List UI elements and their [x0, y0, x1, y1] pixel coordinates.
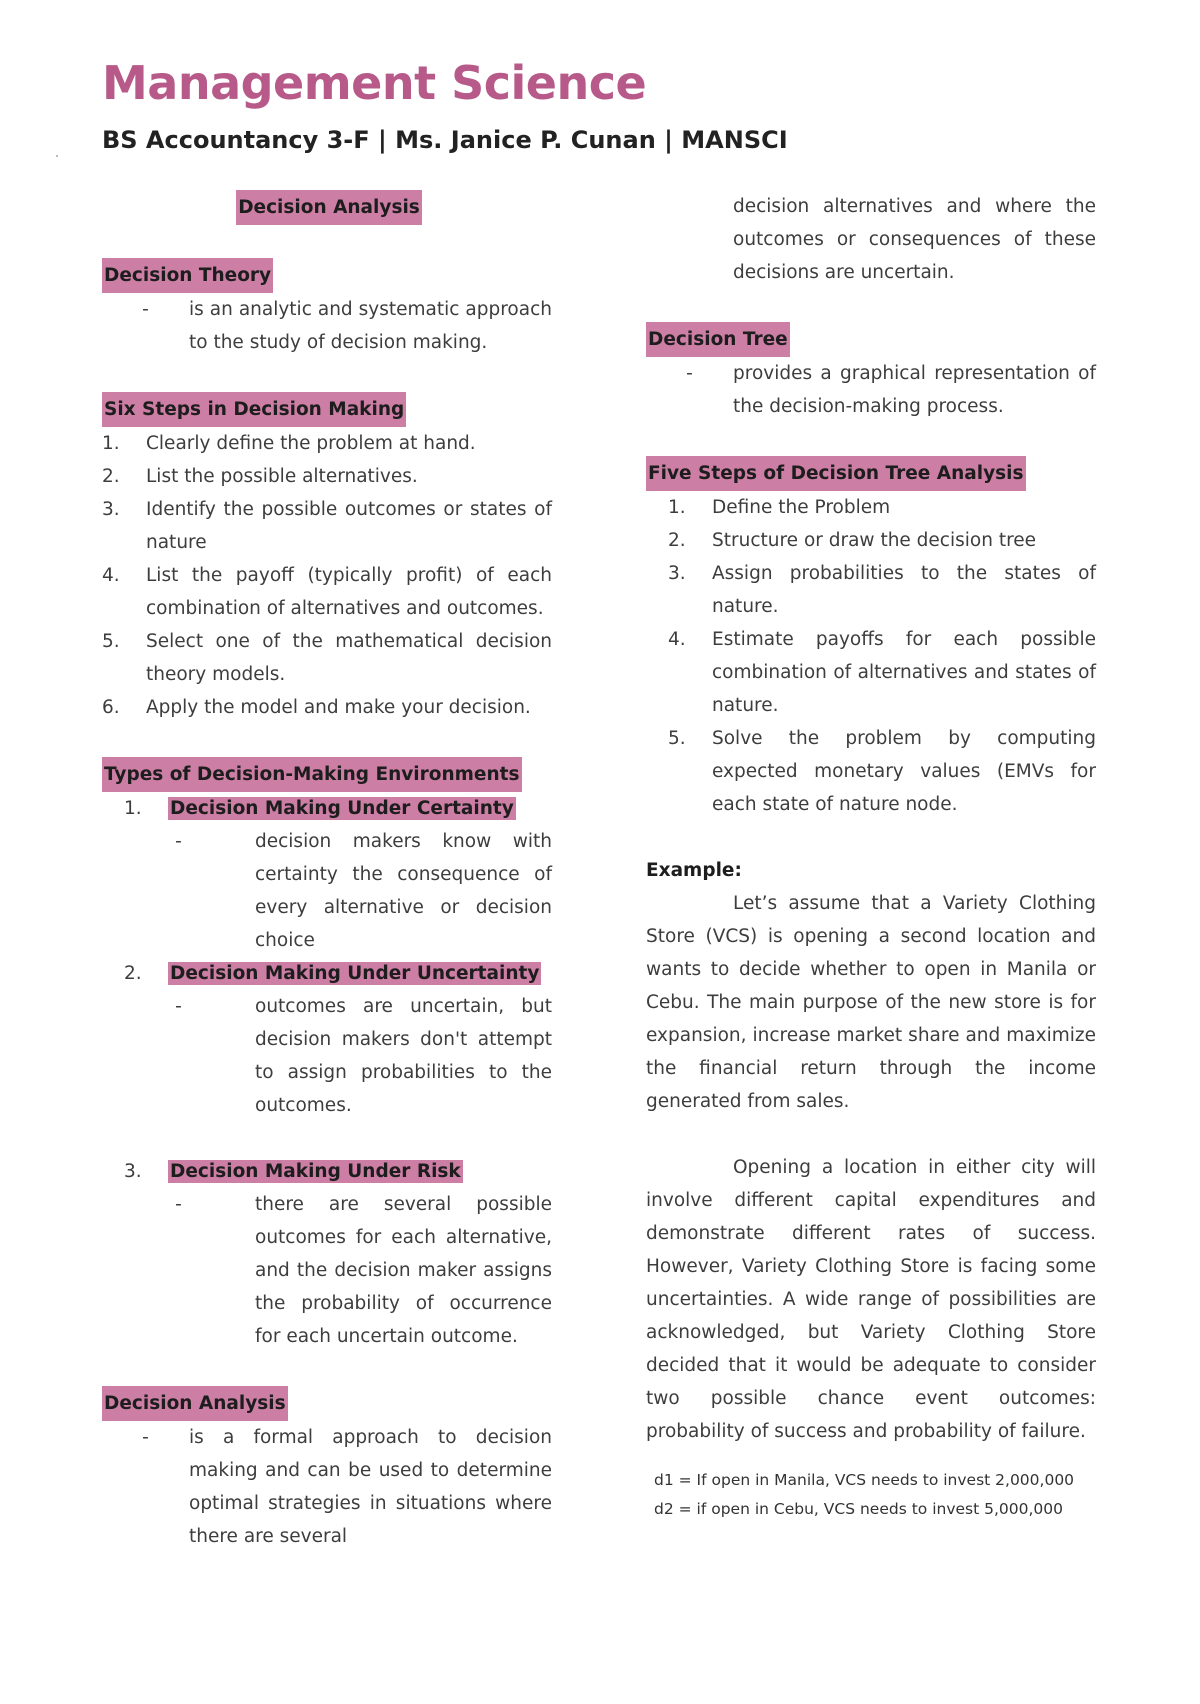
risk-heading: Decision Making Under Risk [170, 1161, 461, 1182]
item-text: Solve the problem by computing expected monetary values (EMVs for each state of nature node. [712, 728, 1096, 815]
item-text: List the possible alternatives. [146, 466, 418, 487]
environment-item-text [102, 1188, 552, 1353]
decision-analysis-title: Decision Analysis [236, 190, 422, 225]
item-number: 1. [668, 497, 686, 518]
example-paragraph-2: Opening a location in either city will involve different capital expenditures and demonstrate different rates of success. However, Variety Clothing Store is facing some uncertainties. A wide range of possibilities are acknowledged, but Variety Clothing Store decided that it would be adequate to consider two possible chance event outcomes: probability of success and probability of failure. [646, 1157, 1096, 1442]
decision-analysis-title-wrap [102, 190, 556, 225]
example-paragraph-1: Let’s assume that a Variety Clothing Store (VCS) is opening a second location and wants to decide whether to open in Manila or Cebu. The main purpose of the new store is for expansion, increase market share and maximize the financial return through the income generated from sales. [646, 893, 1096, 1112]
list-item [646, 623, 1096, 722]
list-item [102, 460, 552, 493]
example-label: Example: [646, 860, 742, 881]
decision-tree-text: provides a graphical representation of the decision-making process. [733, 363, 1096, 417]
decision-theory-item [102, 293, 552, 359]
list-item [102, 493, 552, 559]
list-item [102, 625, 552, 691]
decision-analysis-item [102, 1421, 552, 1553]
item-text: Estimate payoffs for each possible combination of alternatives and states of nature. [712, 629, 1096, 716]
five-steps-section [646, 456, 1096, 821]
environment-item-text [102, 825, 552, 957]
item-number: 3. [102, 499, 120, 520]
item-text: Apply the model and make your decision. [146, 697, 531, 718]
decision-analysis-text: is a formal approach to decision making and can be used to determine optimal strategies in situations where there are several [189, 1427, 552, 1547]
dash-bullet: - [175, 1194, 182, 1215]
item-number: 4. [102, 565, 120, 586]
six-steps-section [102, 392, 552, 724]
continuation-text: decision alternatives and where the outcomes or consequences of these decisions are uncertain. [733, 196, 1096, 283]
decision-analysis-heading: Decision Analysis [102, 1386, 288, 1421]
decision-theory-heading: Decision Theory [102, 258, 273, 293]
right-column [646, 190, 1096, 1524]
item-number: 2. [668, 530, 686, 551]
item-number: 3. [668, 563, 686, 584]
decision-analysis-continuation [646, 190, 1096, 289]
list-item [646, 491, 1096, 524]
six-steps-heading: Six Steps in Decision Making [102, 392, 406, 427]
decision-tree-heading: Decision Tree [646, 322, 790, 357]
dash-bullet: - [686, 363, 693, 384]
item-number: 5. [102, 631, 120, 652]
page-title: Management Science [102, 56, 647, 110]
item-number: 2. [124, 963, 142, 984]
dash-bullet: - [142, 299, 149, 320]
item-number: 5. [668, 728, 686, 749]
left-column [102, 190, 552, 1553]
item-text: List the payoff (typically profit) of each combination of alternatives and outcomes. [146, 565, 552, 619]
stray-dot [56, 155, 58, 157]
list-item [102, 559, 552, 625]
certainty-heading: Decision Making Under Certainty [170, 798, 514, 819]
list-item [646, 524, 1096, 557]
dash-bullet: - [142, 1427, 149, 1448]
certainty-text: decision makers know with certainty the consequence of every alternative or decision choice [255, 831, 552, 951]
page-subtitle: BS Accountancy 3-F | Ms. Janice P. Cunan | MANSCI [102, 126, 788, 154]
environments-heading: Types of Decision-Making Environments [102, 757, 522, 792]
item-number: 4. [668, 629, 686, 650]
environment-item-heading [102, 792, 552, 825]
item-text: Define the Problem [712, 497, 891, 518]
list-item [102, 691, 552, 724]
item-number: 1. [124, 798, 142, 819]
example-section [646, 854, 1096, 1524]
item-number: 1. [102, 433, 120, 454]
environment-item-heading [102, 957, 552, 990]
risk-text: there are several possible outcomes for each alternative, and the decision maker assigns the probability of occurrence for each uncertain outcome. [255, 1194, 552, 1347]
decision-values [646, 1466, 1096, 1524]
uncertainty-text: outcomes are uncertain, but decision makers don't attempt to assign probabilities to the outcomes. [255, 996, 552, 1116]
list-item [646, 722, 1096, 821]
decision-analysis-section [102, 1386, 552, 1553]
decision-d2: d2 = if open in Cebu, VCS needs to invest 5,000,000 [654, 1500, 1063, 1518]
decision-d1: d1 = If open in Manila, VCS needs to invest 2,000,000 [654, 1471, 1075, 1489]
environments-section [102, 757, 552, 1353]
item-number: 3. [124, 1161, 142, 1182]
environment-item-heading [102, 1155, 552, 1188]
item-number: 2. [102, 466, 120, 487]
five-steps-heading: Five Steps of Decision Tree Analysis [646, 456, 1026, 491]
decision-tree-item [646, 357, 1096, 423]
list-item [646, 557, 1096, 623]
decision-theory-text: is an analytic and systematic approach to the study of decision making. [189, 299, 552, 353]
item-text: Identify the possible outcomes or states of nature [146, 499, 552, 553]
item-text: Select one of the mathematical decision theory models. [146, 631, 552, 685]
list-item [102, 427, 552, 460]
environment-item-text [102, 990, 552, 1122]
dash-bullet: - [175, 996, 182, 1017]
item-text: Structure or draw the decision tree [712, 530, 1037, 551]
uncertainty-heading: Decision Making Under Uncertainty [170, 963, 540, 984]
item-text: Clearly define the problem at hand. [146, 433, 476, 454]
decision-theory-section [102, 258, 552, 359]
dash-bullet: - [175, 831, 182, 852]
item-number: 6. [102, 697, 120, 718]
decision-tree-section [646, 322, 1096, 423]
item-text: Assign probabilities to the states of nature. [712, 563, 1096, 617]
